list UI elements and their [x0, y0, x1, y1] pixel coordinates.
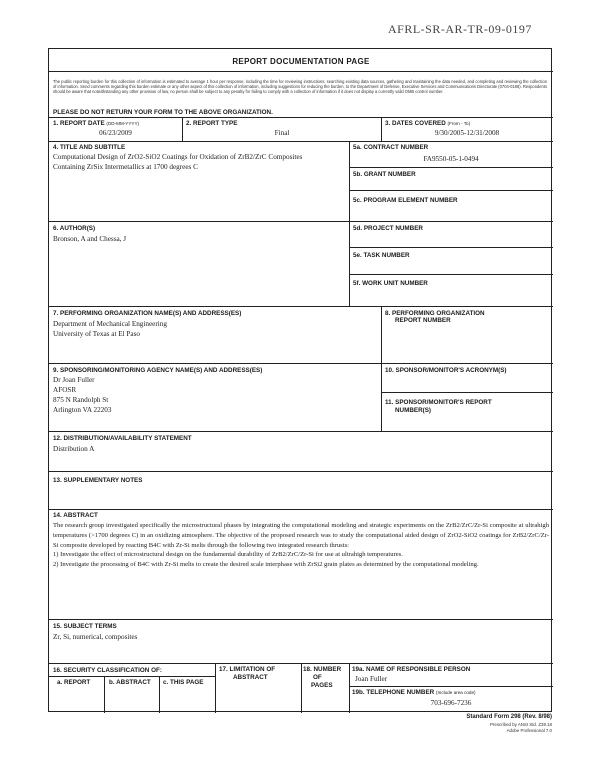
report-type-label: 2. REPORT TYPE [186, 120, 238, 127]
distribution-value: Distribution A [53, 445, 95, 453]
telephone-value: 703-696-7236 [430, 699, 472, 707]
form-software-footer: Adobe Professional 7.0 [506, 728, 552, 733]
form-standard-footer: Standard Form 298 (Rev. 8/98) [466, 714, 552, 720]
report-documentation-form [48, 48, 552, 712]
program-element-label: 5c. PROGRAM ELEMENT NUMBER [353, 197, 458, 204]
abstract-item-2: 2) Investigate the processing of B4C with Zr-Si melts to create the desired scale interphase with ZrSi2 grain plates as determined by the computational modeling. [53, 561, 479, 569]
sponsor-acronym-label: 10. SPONSOR/MONITOR'S ACRONYM(S) [385, 367, 507, 374]
divider [49, 141, 553, 142]
limitation-label-1: 17. LIMITATION OF [219, 666, 276, 673]
abstract-text [53, 521, 549, 570]
report-date-value: 06/23/2009 [99, 129, 132, 137]
subject-terms-value: Zr, Si, numerical, composites [53, 633, 138, 641]
responsible-person-label: 19a. NAME OF RESPONSIBLE PERSON [352, 666, 471, 673]
burden-notice: The public reporting burden for this collection of information is estimated to average 1 hour per response, including the time for reviewing instructions, searching existing data sources, gathering and maintaining the data needed, and completing and reviewing the collection of information. Send comments regarding this burden estimate or any other aspect of this collection of information, including suggestions for reducing the burden, to the Department of Defense, Executive Services and Communications Directorate (0704-0188). Respondents should be aware that notwithstanding any other provision of law, no person shall be subject to any penalty for failing to comply with a collection of information if it does not display a currently valid OMB control number. [53, 79, 547, 95]
performing-org-line-1: Department of Mechanical Engineering [53, 320, 167, 328]
performing-org-label: 7. PERFORMING ORGANIZATION NAME(S) AND ADDRESS(ES) [53, 310, 242, 317]
security-classification-label: 16. SECURITY CLASSIFICATION OF: [53, 667, 162, 674]
abstract-item-1: 1) Investigate the effect of microstructural design on the fundamental durability of ZrB2/ZrC/Zr-Si for use at ultrahigh temperatures. [53, 551, 403, 559]
security-abstract-label: b. ABSTRACT [109, 679, 151, 686]
sponsor-line-1: Dr Joan Fuller [53, 376, 95, 384]
divider [381, 306, 382, 431]
divider [349, 167, 553, 168]
abstract-paragraph: The research group investigated specifically the microstructural phases by integrating the computational modeling and strategic experiments on the ZrB2/ZrC/Zr-Si composite at ultrahigh temperatures (>1700 degrees C) in an oxidizing atmosphere. The objective of the proposed research was to study the computational aided design of ZrO2-SiO2 coatings for ZrB2/ZrC/Zr-Si composite developed by reacting B4C with Zr-Si melts through the following two integrated research thrusts: [53, 522, 549, 549]
divider [49, 431, 553, 432]
project-number-label: 5d. PROJECT NUMBER [353, 225, 423, 232]
divider [104, 676, 105, 713]
performing-report-label-1: 8. PERFORMING ORGANIZATION [385, 310, 485, 317]
title-subtitle-label: 4. TITLE AND SUBTITLE [53, 144, 126, 151]
divider [349, 190, 553, 191]
contract-number-label: 5a. CONTRACT NUMBER [353, 144, 429, 151]
divider [349, 274, 553, 275]
divider [49, 619, 553, 620]
dates-covered-label: 3. DATES COVERED (From - To) [385, 120, 471, 127]
divider [381, 392, 553, 393]
do-not-return-notice: PLEASE DO NOT RETURN YOUR FORM TO THE ABOVE ORGANIZATION. [53, 109, 273, 116]
divider [381, 117, 382, 141]
grant-number-label: 5b. GRANT NUMBER [353, 171, 416, 178]
sponsor-line-3: 875 N Randolph St [53, 396, 109, 404]
divider [49, 306, 553, 307]
divider [49, 676, 215, 677]
form-title: REPORT DOCUMENTATION PAGE [232, 57, 370, 66]
subject-terms-label: 15. SUBJECT TERMS [53, 623, 117, 630]
divider [349, 247, 553, 248]
divider [301, 663, 302, 713]
divider [49, 363, 553, 364]
divider [159, 676, 160, 713]
divider [215, 663, 216, 713]
distribution-label: 12. DISTRIBUTION/AVAILABILITY STATEMENT [53, 435, 192, 442]
security-page-label: c. THIS PAGE [163, 679, 204, 686]
telephone-label: 19b. TELEPHONE NUMBER (Include area code) [352, 689, 476, 696]
divider [49, 71, 553, 72]
report-date-label: 1. REPORT DATE (DD-MM-YYYY) [53, 120, 140, 127]
divider [182, 117, 183, 141]
divider [49, 509, 553, 510]
performing-report-label-2: REPORT NUMBER [395, 317, 451, 324]
pages-label-2: OF [313, 674, 322, 681]
sponsoring-agency-label: 9. SPONSORING/MONITORING AGENCY NAME(S) AND ADDRESS(ES) [53, 367, 263, 374]
divider [49, 221, 553, 222]
task-number-label: 5e. TASK NUMBER [353, 252, 410, 259]
report-type-value: Final [274, 129, 290, 137]
monitor-report-label-2: NUMBER(S) [395, 407, 432, 414]
performing-org-line-2: University of Texas at El Paso [53, 330, 140, 338]
divider [349, 686, 553, 687]
abstract-label: 14. ABSTRACT [53, 512, 98, 519]
pages-label-3: PAGES [311, 682, 333, 689]
divider [49, 117, 553, 118]
title-line-2: Containing ZrSix Intermetallics at 1700 degrees C [53, 163, 198, 171]
document-stamp: AFRL-SR-AR-TR-09-0197 [388, 22, 532, 36]
authors-label: 6. AUTHOR(S) [53, 225, 96, 232]
authors-value: Bronson, A and Chessa, J [53, 235, 127, 243]
security-report-label: a. REPORT [57, 679, 91, 686]
pages-label-1: 18. NUMBER [303, 666, 342, 673]
sponsor-line-2: AFOSR [53, 386, 77, 394]
form-prescribed-footer: Prescribed by ANSI Std. Z39.18 [490, 722, 552, 727]
monitor-report-label-1: 11. SPONSOR/MONITOR'S REPORT [385, 399, 492, 406]
divider [349, 141, 350, 306]
title-line-1: Computational Design of ZrO2-SiO2 Coatings for Oxidation of ZrB2/ZrC Composites [53, 153, 303, 161]
sponsor-line-4: Arlington VA 22203 [53, 406, 112, 414]
supplementary-label: 13. SUPPLEMENTARY NOTES [53, 477, 143, 484]
limitation-label-2: ABSTRACT [233, 674, 268, 681]
divider [49, 471, 553, 472]
contract-number-value: FA9550-05-1-0494 [423, 155, 479, 163]
responsible-person-value: Joan Fuller [355, 675, 388, 683]
dates-covered-value: 9/30/2005-12/31/2008 [434, 129, 500, 137]
work-unit-label: 5f. WORK UNIT NUMBER [353, 280, 428, 287]
